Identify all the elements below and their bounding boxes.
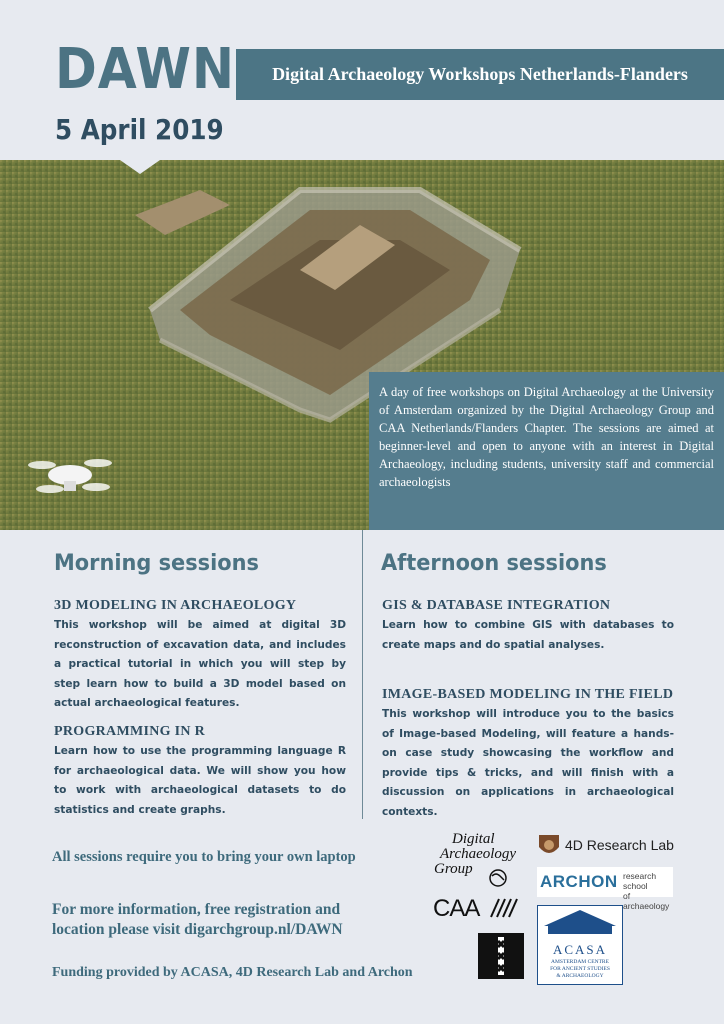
archon-sub-line2: of archaeology [623,891,670,911]
lab-emblem-icon [537,833,561,859]
info-line-1: For more information, free registration and [52,901,341,918]
subtitle-banner: Digital Archaeology Workshops Netherlands-Flanders [236,49,724,100]
archon-logo-text: ARCHON [540,872,618,891]
event-date: 5 April 2019 [55,113,224,146]
caa-logo [433,895,523,921]
acasa-logo [537,905,623,985]
dag-logo-line3: Group [434,861,473,877]
caa-stripes-icon [489,897,521,919]
workshop-text-programming-r: Learn how to use the programming language R for archaeological data. We will show you how to work with archaeological datasets to do statistics and create graphs. [54,745,346,816]
workshop-text-3d-modeling: This workshop will be aimed at digital 3D reconstruction of excavation data, and includes a practical tutorial in which you will step by step learn how to build a 3D model based on actual archaeological features. [54,619,346,709]
acasa-sub-line1: AMSTERDAM CENTRE [551,959,609,965]
archon-logo [537,867,673,911]
intro-description: A day of free workshops on Digital Archaeology at the University of Amsterdam organized by the Digital Archaeology Group and CAA Netherlands/Flanders Chapter. The sessions are aimed at beginner-level and open to anyone with an interest in Digital Archaeology, including students, university staff and commercial archaeologists [369,372,724,530]
dag-logo-line1: Digital [452,831,495,847]
workshop-title-programming-r: PROGRAMMING IN R [54,724,206,739]
workshop-title-3d-modeling: 3D MODELING IN ARCHAEOLOGY [54,598,297,613]
lab-logo-text: 4D Research Lab [565,837,674,853]
globe-icon [488,868,508,888]
event-title: DAWN [55,37,235,102]
dag-logo-line2: Archaeology [440,846,517,862]
4d-research-lab-logo [537,833,687,861]
column-divider [362,530,363,819]
building-icon [538,908,622,938]
archon-sub-line1: research school [623,871,657,891]
digital-archaeology-group-logo [432,832,527,887]
funding-note: Funding provided by ACASA, 4D Research Lab and Archon [52,965,413,980]
afternoon-heading: Afternoon sessions [381,551,607,576]
acasa-sub-line3: & ARCHAEOLOGY [556,973,604,979]
workshop-text-gis: Learn how to combine GIS with databases to create maps and do spatial analyses. [382,619,674,651]
acasa-logo-text: ACASA [552,942,608,957]
uva-logo [478,933,524,979]
morning-heading: Morning sessions [54,551,259,576]
acasa-sub-line2: FOR ANCIENT STUDIES [550,966,610,972]
workshop-title-image-based-modeling: IMAGE-BASED MODELING IN THE FIELD [382,687,674,702]
workshop-text-image-based-modeling: This workshop will introduce you to the basics of Image-based Modeling, will feature a hands-on case study showcasing the workflow and provide tips & tricks, and will finish with a discussion on applications in archaeological contexts. [382,708,674,818]
caa-logo-text: CAA [433,895,480,922]
xxx-icon [478,933,524,979]
workshop-title-gis: GIS & DATABASE INTEGRATION [382,598,611,613]
info-line-2: location please visit digarchgroup.nl/DAWN [52,921,343,938]
laptop-note: All sessions require you to bring your own laptop [52,849,356,865]
